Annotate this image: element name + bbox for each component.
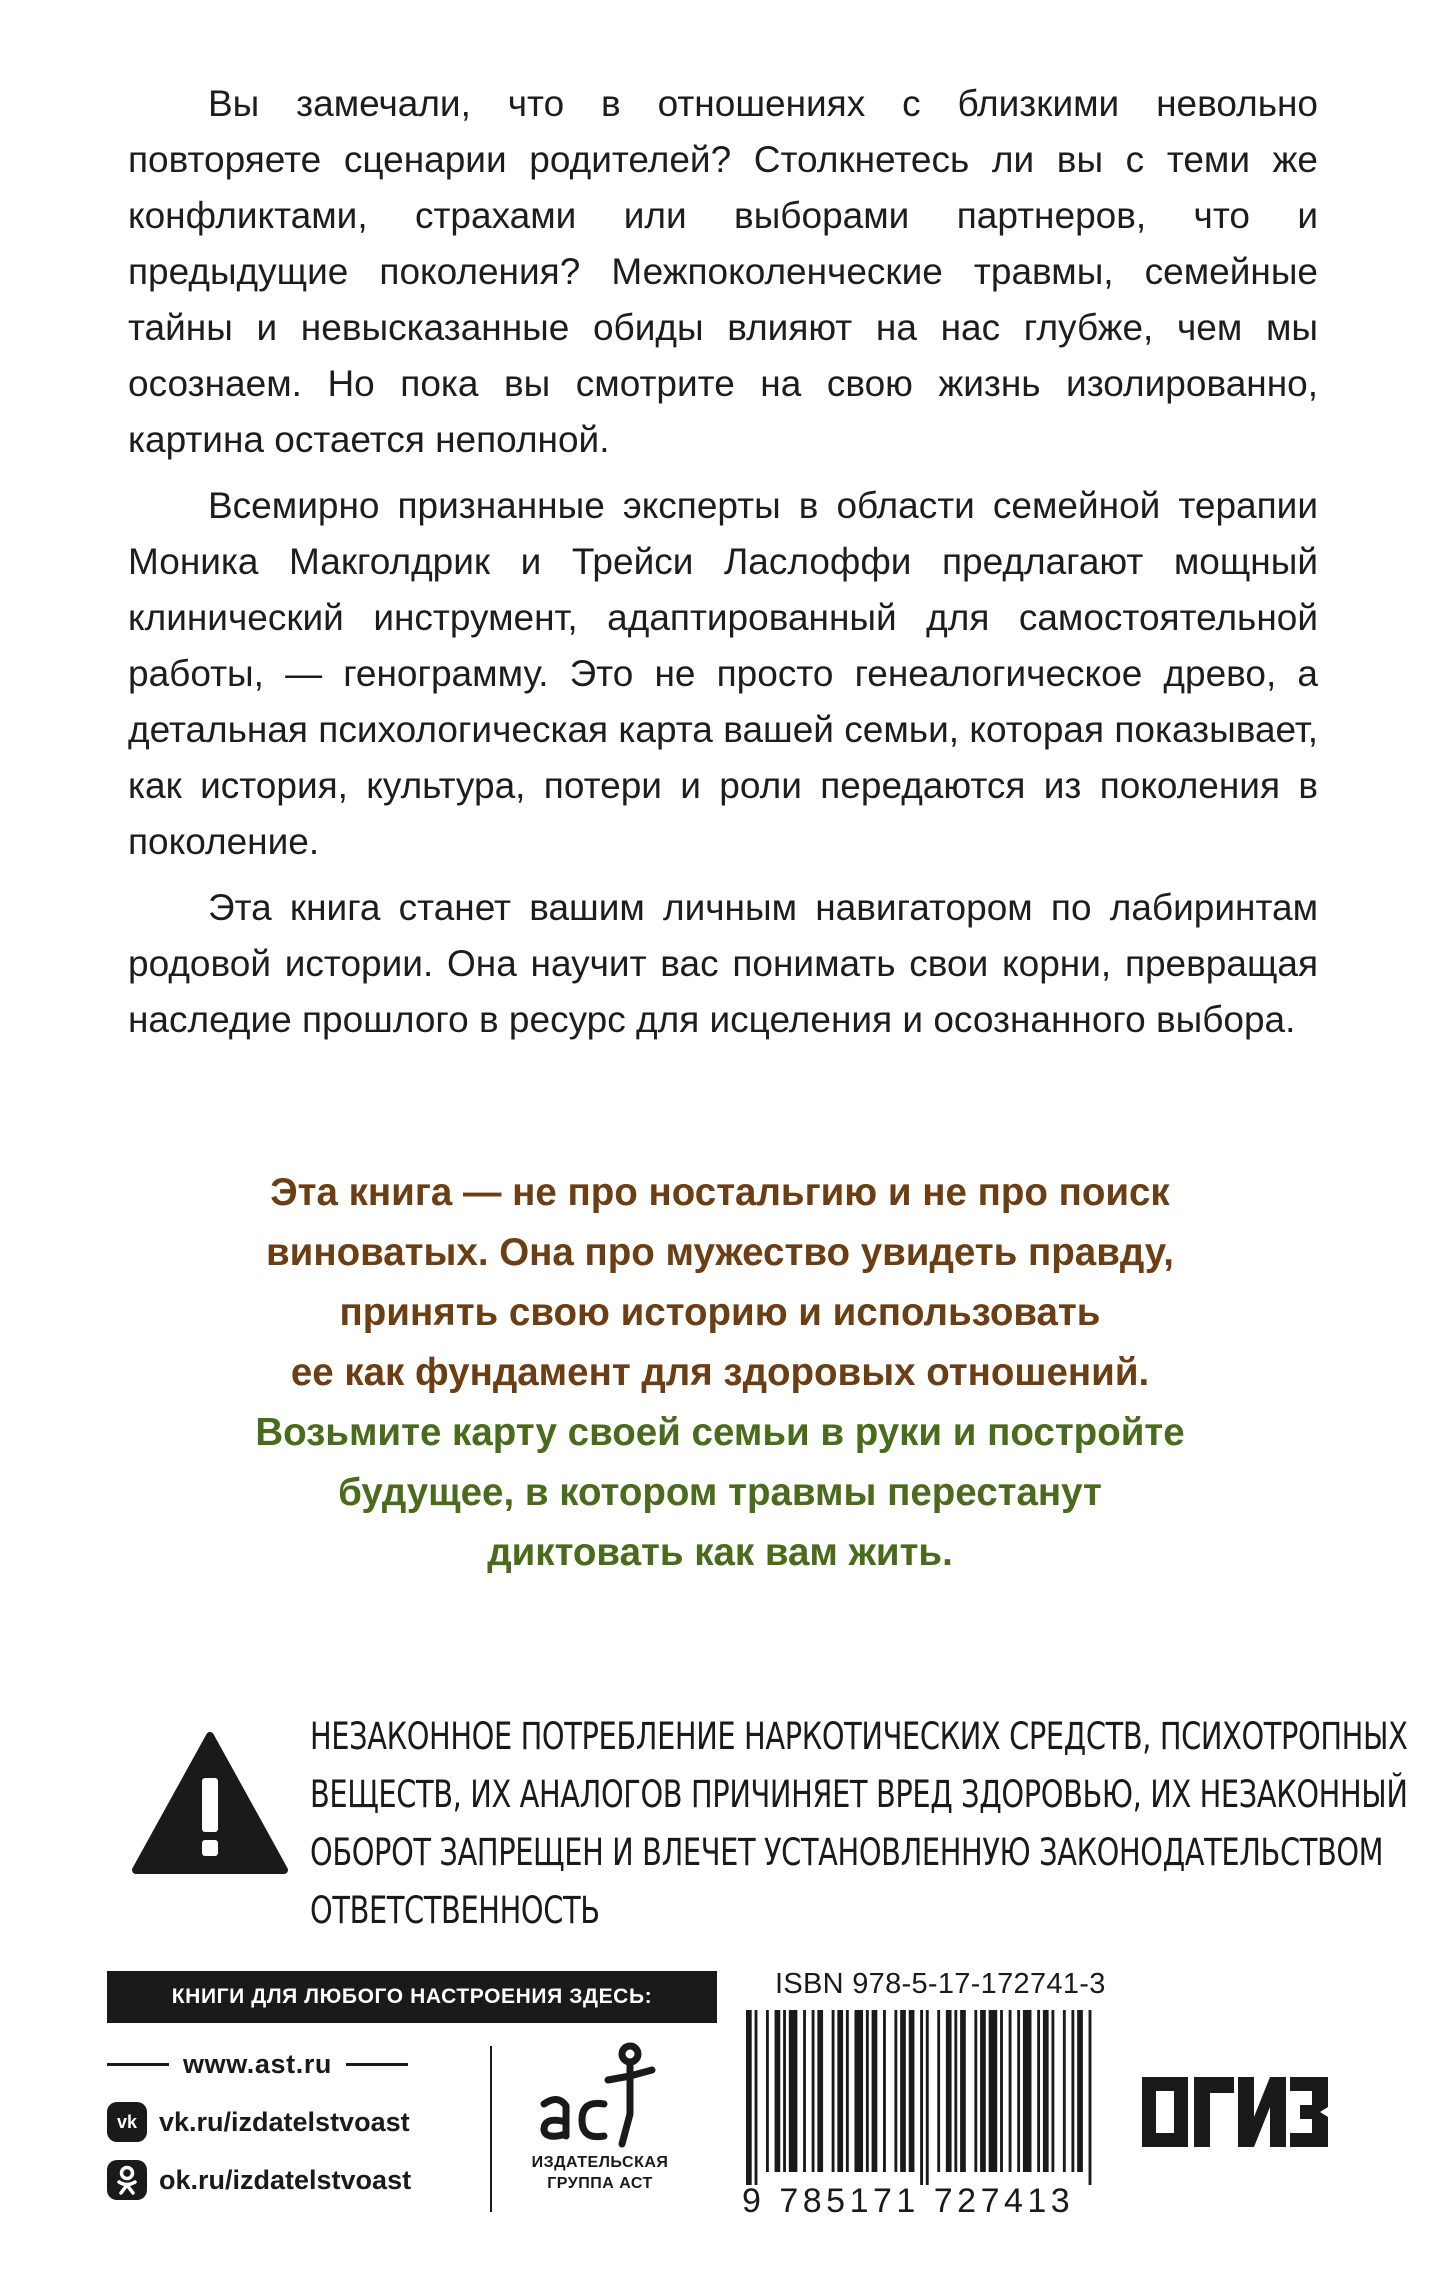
ast-publisher-logo bbox=[530, 2040, 670, 2150]
barcode-bar bbox=[812, 2010, 815, 2172]
social-link-ok[interactable] bbox=[107, 2158, 411, 2202]
social-link-vk[interactable] bbox=[107, 2100, 410, 2144]
paragraph-2: Всемирно признанные эксперты в области семейной терапии Моника Макголдрик и Трейси Ласлоффи предлагают мощный клинический инструмент, адаптированный для самостоятельной работы, — генограмму. Это не просто генеалогическое древо, а детальная психологическая карта вашей семьи, которая показывает, как история, культура, потери и роли передаются из поколения в поколение. bbox=[128, 485, 1318, 862]
barcode bbox=[742, 2010, 1104, 2185]
vertical-divider bbox=[490, 2046, 492, 2212]
barcode-bar bbox=[1023, 2010, 1032, 2172]
warning-line: НЕЗАКОННОЕ ПОТРЕБЛЕНИЕ НАРКОТИЧЕСКИХ СРЕДСТВ, ПСИХОТРОПНЫХ bbox=[310, 1715, 1408, 1758]
callout-line: Возьмите карту своей семьи в руки и постройте bbox=[255, 1411, 1185, 1454]
barcode-bar bbox=[960, 2010, 966, 2172]
barcode-bar bbox=[803, 2010, 806, 2172]
warning-line: ВЕЩЕСТВ, ИХ АНАЛОГОВ ПРИЧИНЯЕТ ВРЕД ЗДОРОВЬЮ, ИХ НЕЗАКОННЫЙ bbox=[310, 1773, 1408, 1816]
barcode-bar bbox=[866, 2010, 869, 2172]
health-warning bbox=[310, 1708, 1408, 1940]
barcode-bar bbox=[1063, 2010, 1066, 2172]
barcode-bar bbox=[755, 2010, 758, 2185]
callout-line: виноватых. Она про мужество увидеть правду, bbox=[266, 1231, 1174, 1274]
barcode-bar bbox=[883, 2010, 886, 2172]
barcode-digits: 9 785171 727413 bbox=[742, 2182, 1075, 2220]
barcode-bar bbox=[1000, 2010, 1003, 2172]
barcode-bar bbox=[1089, 2010, 1092, 2185]
barcode-bar bbox=[1077, 2010, 1083, 2172]
vk-icon: vk bbox=[107, 2102, 147, 2142]
divider-line bbox=[107, 2063, 169, 2066]
site-url[interactable]: www.ast.ru bbox=[183, 2048, 333, 2079]
barcode-bar bbox=[937, 2010, 940, 2172]
barcode-bar bbox=[817, 2010, 823, 2172]
warning-line: ОТВЕТСТВЕННОСТЬ bbox=[310, 1889, 600, 1932]
promo-banner: КНИГИ ДЛЯ ЛЮБОГО НАСТРОЕНИЯ ЗДЕСЬ: bbox=[107, 1971, 717, 2023]
barcode-bar bbox=[954, 2010, 957, 2172]
divider-line bbox=[346, 2063, 408, 2066]
barcode-bar bbox=[920, 2010, 923, 2185]
barcode-bar bbox=[1071, 2010, 1074, 2172]
barcode-bar bbox=[775, 2010, 781, 2172]
barcode-bar bbox=[789, 2010, 798, 2172]
barcode-bar bbox=[854, 2010, 863, 2172]
ogiz-imprint-logo bbox=[1140, 2073, 1330, 2151]
barcode-bar bbox=[1043, 2010, 1049, 2172]
social-link-text[interactable]: ok.ru/izdatelstvoast bbox=[159, 2164, 412, 2195]
callout-line: диктовать как вам жить. bbox=[487, 1531, 953, 1574]
barcode-bar bbox=[1017, 2010, 1020, 2172]
barcode-bar bbox=[974, 2010, 977, 2172]
barcode-bar bbox=[1051, 2010, 1054, 2172]
warning-line: ОБОРОТ ЗАПРЕЩЕН И ВЛЕЧЕТ УСТАНОВЛЕННУЮ ЗАКОНОДАТЕЛЬСТВОМ bbox=[310, 1831, 1384, 1874]
barcode-bar bbox=[766, 2010, 769, 2172]
callout-block bbox=[110, 1163, 1330, 1583]
barcode-bar bbox=[980, 2010, 986, 2172]
barcode-bar bbox=[837, 2010, 843, 2172]
social-link-text[interactable]: vk.ru/izdatelstvoast bbox=[159, 2106, 410, 2137]
barcode-bar bbox=[946, 2010, 952, 2172]
publisher-caption: ИЗДАТЕЛЬСКАЯ ГРУППА АСТ bbox=[531, 2154, 669, 2192]
callout-line: принять свою историю и использовать bbox=[339, 1291, 1101, 1334]
description-text bbox=[128, 76, 1318, 1058]
site-link-row[interactable] bbox=[107, 2044, 507, 2084]
barcode-bar bbox=[1009, 2010, 1012, 2172]
barcode-bar bbox=[989, 2010, 998, 2172]
barcode-bar bbox=[1037, 2010, 1040, 2172]
barcode-bar bbox=[909, 2010, 915, 2172]
barcode-bar bbox=[746, 2010, 752, 2185]
warning-triangle-icon bbox=[130, 1730, 290, 1878]
barcode-bar bbox=[900, 2010, 906, 2172]
isbn: ISBN 978-5-17-172741-3 bbox=[775, 1968, 1106, 2000]
barcode-bar bbox=[783, 2010, 786, 2172]
barcode-bar bbox=[926, 2010, 929, 2185]
paragraph-3: Эта книга станет вашим личным навигатором по лабиринтам родовой истории. Она научит вас понимать свои корни, превращая наследие прошлого в ресурс для исцеления и осознанного выбора. bbox=[128, 887, 1318, 1040]
callout-line: ее как фундамент для здоровых отношений. bbox=[290, 1351, 1150, 1394]
barcode-bar bbox=[894, 2010, 897, 2172]
ok-icon bbox=[107, 2160, 147, 2200]
barcode-bar bbox=[872, 2010, 878, 2172]
callout-line: Эта книга — не про ностальгию и не про поиск bbox=[270, 1171, 1170, 1214]
paragraph-1: Вы замечали, что в отношениях с близкими невольно повторяете сценарии родителей? Столкнетесь ли вы с теми же конфликтами, страхами или выборами партнеров, что и предыдущие поколения? Межпоколенческие травмы, семейные тайны и невысказанные обиды влияют на нас глубже, чем мы осознаем. Но пока вы смотрите на свою жизнь изолированно, картина остается неполной. bbox=[128, 83, 1318, 460]
barcode-bar bbox=[832, 2010, 835, 2172]
callout-line: будущее, в котором травмы перестанут bbox=[338, 1471, 1102, 1514]
barcode-bar bbox=[846, 2010, 849, 2172]
